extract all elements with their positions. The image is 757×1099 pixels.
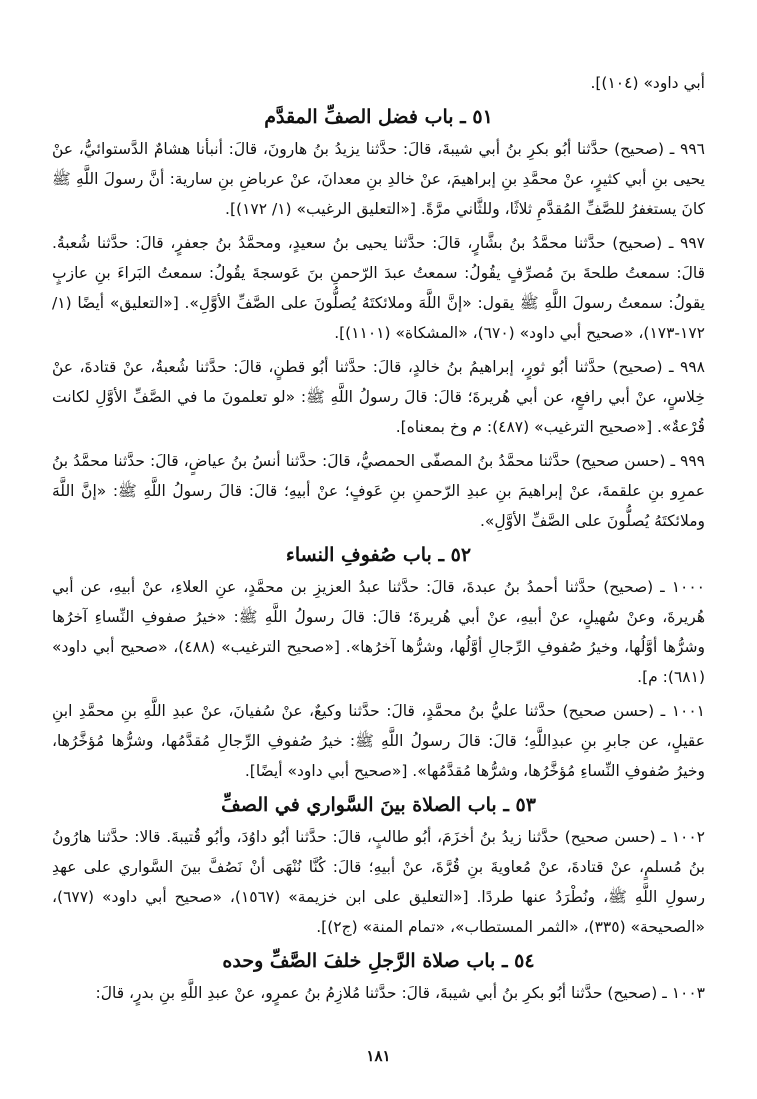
chapter-heading: ٥٤ ـ باب صلاة الرَّجلِ خلفَ الصَّفِّ وحده	[222, 950, 535, 972]
hadith-paragraph: ٩٩٨ ـ (صحيح) حدَّثنا أبُو ثورٍ، إبراهيمُ بنُ خالدٍ، قالَ: حدَّثنا أبُو قطنٍ، قالَ: حدَّثنا شُعبةُ، عنْ قتادةَ، عنْ خِلاسٍ، عنْ أبي رافعٍ، عن أبي هُريرةَ؛ قالَ: قالَ رسولُ اللَّهِ ﷺ: «لو تعلمونَ ما في الصَّفِّ الأوَّلِ لكانت قُرْعةٌ». [«صحيح الترغيب» (٤٨٧): م وخ بمعناه].	[52, 358, 705, 436]
hadith-paragraph: ٩٩٧ ـ (صحيح) حدَّثنا محمَّدُ بنُ بشَّارٍ، قالَ: حدَّثنا يحيى بنُ سعيدٍ، ومحمَّدُ بنُ جعفرٍ، قالَ: حدَّثنا شُعبةُ. قالَ: سمعتُ طلحةَ بنَ مُصرِّفٍ يقُولُ: سمعتُ عبدَ الرّحمنِ بنَ عَوسجةَ يقُولُ: سمعتُ البَراءَ بنِ عازبٍ يقولُ: سمعتُ رسولَ اللَّهِ ﷺ يقول: «إنَّ اللَّهَ وملائكتَهُ يُصلُّونَ على الصَّفِّ الأوَّلِ». [«التعليق» أيضًا (١/ ١٧٢-١٧٣)، «صحيح أبي داود» (٦٧٠)، «المشكاة» (١١٠١)].	[52, 234, 705, 342]
chapter-heading: ٥٣ ـ باب الصلاة بينَ السَّواري في الصفِّ	[221, 794, 536, 816]
chapter-heading: ٥٢ ـ باب صُفوفِ النساء	[285, 544, 472, 566]
page-number: ١٨١	[366, 1047, 391, 1065]
hadith-paragraph: ٩٩٦ ـ (صحيح) حدَّثنا أبُو بكرِ بنُ أبي شيبةَ، قالَ: حدَّثنا يزيدُ بنُ هارونَ، قالَ: أنبأنا هشامٌ الدَّستوائيُّ، عنْ يحيى بنِ أبي كثيرٍ، عنْ محمَّدِ بنِ إبراهيمَ، عنْ خالدِ بنِ معدانَ، عنْ عرباضِ بنِ سارية: أنَّ رسولَ اللَّهِ ﷺ كانَ يستغفرُ للصَّفِّ المُقدَّمِ ثلاثًا، وللثَّاني مرَّةً. [«التعليق الرغيب» (١/ ١٧٢)].	[52, 140, 705, 218]
chapter-heading: ٥١ ـ باب فضل الصفِّ المقدَّم	[264, 106, 493, 128]
text-line: أبي داود» (١٠٤)].	[590, 74, 705, 92]
hadith-paragraph: ١٠٠٠ ـ (صحيح) حدَّثنا أحمدُ بنُ عبدةَ، قالَ: حدَّثنا عبدُ العزيزِ بن محمَّدٍ، عنِ العلاءِ، عنْ أبيهِ، عن أبي هُريرةَ، وعنْ سُهيلٍ، عنْ أبيهِ، عنْ أبي هُريرةَ؛ قالَ: قالَ رسولُ اللَّهِ ﷺ: «خيرُ صفوفِ النِّساءِ آخرُها وشرُّها أوَّلُها، وخيرُ صُفوفِ الرِّجالِ أوَّلُها، وشرُّها آخرُها». [«صحيح الترغيب» (٤٨٨)، «صحيح أبي داود» (٦٨١): م].	[52, 578, 705, 686]
hadith-paragraph: ١٠٠٣ ـ (صحيح) حدَّثنا أبُو بكرِ بنُ أبي شيبةَ، قالَ: حدَّثنا مُلازِمُ بنُ عمرٍو، عنْ عبدِ اللَّهِ بنِ بدرٍ، قالَ:	[95, 984, 705, 1002]
hadith-paragraph: ١٠٠١ ـ (حسن صحيح) حدَّثنا عليُّ بنُ محمَّدٍ، قالَ: حدَّثنا وكيعٌ، عنْ سُفيانَ، عنْ عبدِ اللَّهِ بنِ محمَّدِ ابنِ عقيلٍ، عن جابرِ بنِ عبدِاللَّهِ؛ قالَ: قالَ رسولُ اللَّهِ ﷺ: خيرُ صُفوفِ الرِّجالِ مُقدَّمُها، وشرُّها مُؤخَّرُها، وخيرُ صُفوفِ النِّساءِ مُؤخَّرُها، وشرُّها مُقدَّمُها». [«صحيح أبي داود» أيضًا].	[52, 702, 705, 780]
page-body	[52, 60, 705, 1012]
hadith-paragraph: ١٠٠٢ ـ (حسن صحيح) حدَّثنا زيدُ بنُ أخزَمَ، أبُو طالبٍ، قالَ: حدَّثنا أبُو داوُدَ، وأبُو قُتيبةَ. قالا: حدَّثنا هارُونُ بنُ مُسلمٍ، عنْ قتادةَ، عنْ مُعاويةَ بنِ قُرَّةَ، عنْ أبيهِ؛ قالَ: كُنَّا نُنْهَى أنْ نَصُفَّ بينَ السَّواري على عهدِ رسولِ اللَّهِ ﷺ، ونُطْرَدُ عنها طردًا. [«التعليق على ابن خزيمة» (١٥٦٧)، «صحيح أبي داود» (٦٧٧)، «الصحيحة» (٣٣٥)، «الثمر المستطاب»، «تمام المنة» (ج٢)].	[52, 828, 705, 936]
hadith-paragraph: ٩٩٩ ـ (حسن صحيح) حدَّثنا محمَّدُ بنُ المصفّى الحمصيُّ، قالَ: حدَّثنا أنسُ بنُ عياضٍ، قالَ: حدَّثنا محمَّدُ بنُ عمرِو بنِ علقمةَ، عنْ إبراهيمَ بنِ عبدِ الرّحمنِ بنِ عَوفٍ؛ عنْ أبيهِ؛ قالَ: قالَ رسولُ اللَّهِ ﷺ: «إنَّ اللَّهَ وملائكتَهُ يُصلُّونَ على الصَّفِّ الأوَّلِ».	[52, 452, 705, 530]
